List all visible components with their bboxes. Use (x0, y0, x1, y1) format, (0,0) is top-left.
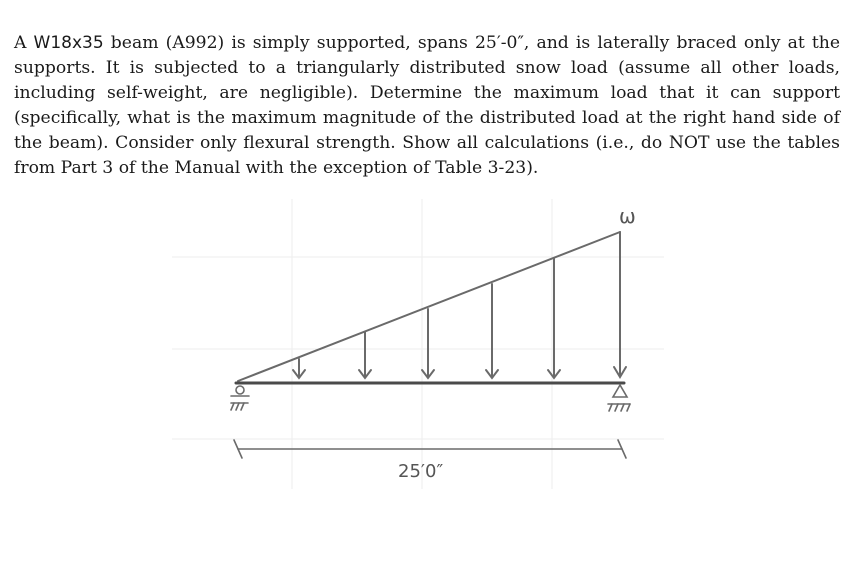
problem-prefix: A (14, 33, 34, 53)
load-arrow-2 (359, 332, 371, 378)
left-pin-support (231, 386, 249, 410)
load-arrow-4 (486, 284, 498, 378)
grid-background (172, 199, 664, 489)
load-arrow-right (614, 232, 626, 377)
span-dimension-label: 25′0″ (398, 461, 444, 482)
load-arrow-3 (422, 309, 434, 378)
load-arrow-5 (548, 258, 560, 378)
load-arrow-1 (293, 359, 305, 378)
beam-sketch (172, 199, 664, 489)
right-pin-support (608, 385, 630, 411)
load-magnitude-label: ω (619, 204, 636, 228)
problem-statement (14, 31, 840, 181)
beam-designation: W18x35 (33, 33, 104, 53)
span-dimension-line (234, 440, 626, 458)
problem-body: beam (A992) is simply supported, spans 25′-0″, and is laterally braced only at the supports. It is subjected to a triangularly distributed snow load (assume all other loads, including self-weight, are negligible). Determine the maximum load that it can support (specifically, what is the maximum magnitude of the distributed load at the right hand side of the beam). Consider only flexural strength. Show all calculations (i.e., do NOT use the tables from Part 3 of the Manual with the exception of Table 3-23). (14, 33, 840, 178)
